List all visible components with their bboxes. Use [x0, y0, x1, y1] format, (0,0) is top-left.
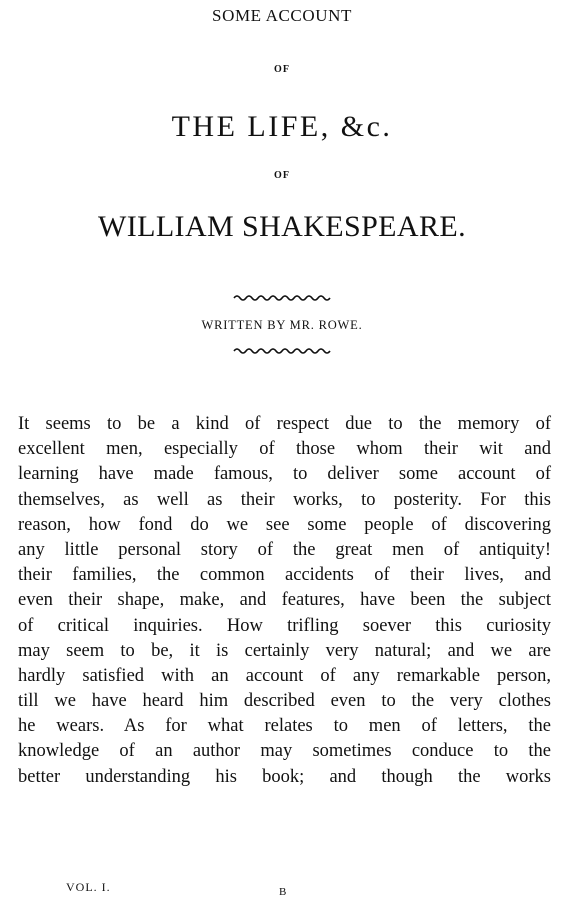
text-line: reason, how fond do we see some people of discovering — [18, 514, 551, 535]
text-line: may seem to be, it is certainly very natural; and we are — [18, 640, 551, 661]
text-line: It seems to be a kind of respect due to the memory of — [18, 414, 551, 434]
text-line: knowledge of an author may sometimes conduce to the — [18, 741, 551, 762]
text-line: till we have heard him described even to the very clothes — [18, 691, 551, 712]
text-line: better understanding his book; and though the works — [18, 766, 551, 787]
text-line: learning have made famous, to deliver some account of — [18, 464, 551, 485]
heading-of-2: OF — [274, 170, 290, 181]
author-attribution: WRITTEN BY MR. ROWE. — [201, 318, 363, 332]
heading-the-life: THE LIFE, &c. — [171, 110, 393, 143]
heading-william-shakespeare: WILLIAM SHAKESPEARE. — [98, 210, 466, 243]
text-line: even their shape, make, and features, have been the subject — [18, 590, 551, 611]
text-line: hardly satisfied with an account of any remarkable person, — [18, 665, 551, 686]
text-line: themselves, as well as their works, to posterity. For this — [18, 489, 551, 510]
volume-marker: VOL. I. — [66, 880, 111, 894]
body-paragraph — [18, 412, 551, 790]
heading-some-account: SOME ACCOUNT — [212, 6, 352, 25]
text-line: he wears. As for what relates to men of letters, the — [18, 716, 551, 737]
text-line: of critical inquiries. How trifling soever this curiosity — [18, 615, 551, 636]
text-line: any little personal story of the great men of antiquity! — [18, 539, 551, 560]
text-line: excellent men, especially of those whom their wit and — [18, 439, 551, 460]
ornament-rule-bottom — [232, 346, 332, 356]
ornament-rule-top — [232, 293, 332, 303]
text-line: their families, the common accidents of their lives, and — [18, 565, 551, 586]
signature-mark: B — [279, 886, 287, 898]
heading-of-1: OF — [274, 64, 290, 75]
